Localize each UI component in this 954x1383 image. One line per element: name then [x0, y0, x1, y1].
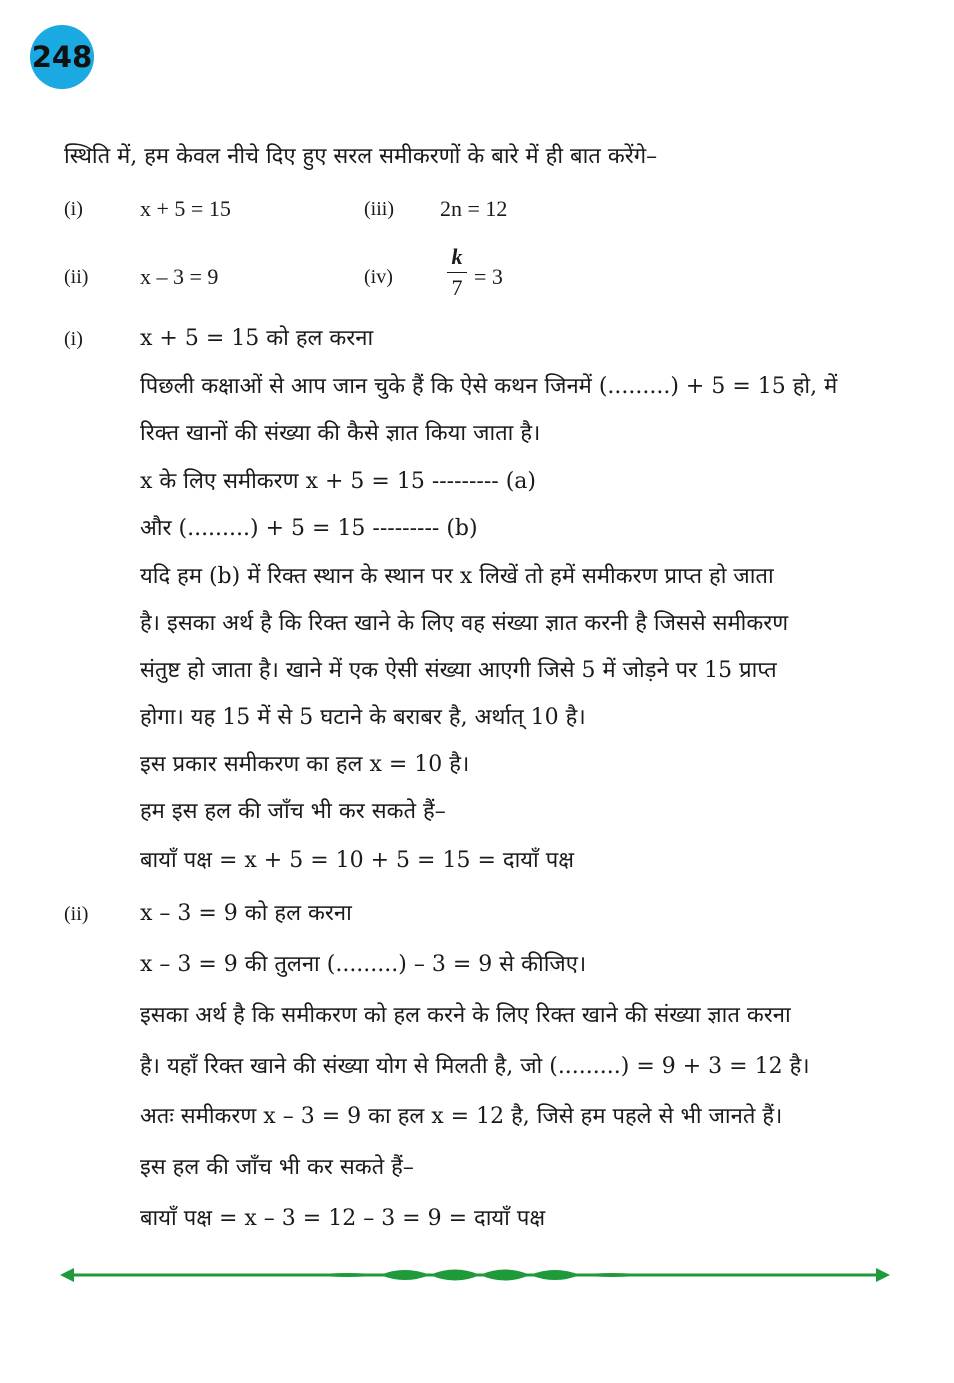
- fraction-bar: [447, 272, 467, 273]
- fraction: [447, 244, 467, 301]
- fraction-denominator: 7: [451, 275, 463, 300]
- section-label: (ii): [64, 903, 89, 925]
- paragraph-line: इस हल की जाँच भी कर सकते हैं–: [140, 1155, 414, 1180]
- fraction-numerator: k: [451, 244, 463, 269]
- paragraph-line: बायाँ पक्ष = x + 5 = 10 + 5 = 15 = दायाँ पक्ष: [140, 848, 574, 873]
- paragraph-line: है। इसका अर्थ है कि रिक्त खाने के लिए वह संख्या ज्ञात करनी है जिससे समीकरण: [140, 611, 789, 636]
- decorative-divider: [60, 1262, 890, 1288]
- section-label: (i): [64, 328, 83, 350]
- paragraph-line: x – 3 = 9 की तुलना (.........) – 3 = 9 से कीजिए।: [140, 952, 587, 977]
- paragraph-line: और (.........) + 5 = 15 --------- (b): [140, 516, 478, 541]
- paragraph-line: पिछली कक्षाओं से आप जान चुके हैं कि ऐसे कथन जिनमें (.........) + 5 = 15 हो, में: [140, 374, 838, 399]
- equation-label: (ii): [64, 266, 89, 288]
- paragraph-line: बायाँ पक्ष = x – 3 = 12 – 3 = 9 = दायाँ पक्ष: [140, 1206, 546, 1231]
- equation: 2n = 12: [440, 196, 508, 221]
- page-number-badge: [30, 25, 94, 89]
- equation-label: (iii): [364, 198, 394, 220]
- paragraph-line: है। यहाँ रिक्त खाने की संख्या योग से मिलती है, जो (.........) = 9 + 3 = 12 है।: [140, 1054, 810, 1079]
- equation-rhs: = 3: [474, 264, 503, 289]
- intro-text: स्थिति में, हम केवल नीचे दिए हुए सरल समीकरणों के बारे में ही बात करेंगे–: [64, 144, 658, 169]
- paragraph-line: संतुष्ट हो जाता है। खाने में एक ऐसी संख्या आएगी जिसे 5 में जोड़ने पर 15 प्राप्त: [140, 658, 777, 683]
- section-heading: x + 5 = 15 को हल करना: [140, 326, 374, 351]
- paragraph-line: अतः समीकरण x – 3 = 9 का हल x = 12 है, जिसे हम पहले से भी जानते हैं।: [140, 1104, 783, 1129]
- equation-label: (i): [64, 198, 83, 220]
- equation-label: (iv): [364, 266, 393, 288]
- paragraph-line: रिक्त खानों की संख्या की कैसे ज्ञात किया जाता है।: [140, 421, 541, 446]
- page-number: 248: [31, 40, 93, 74]
- paragraph-line: हम इस हल की जाँच भी कर सकते हैं–: [140, 799, 446, 824]
- section-heading: x – 3 = 9 को हल करना: [140, 901, 352, 926]
- paragraph-line: इसका अर्थ है कि समीकरण को हल करने के लिए रिक्त खाने की संख्या ज्ञात करना: [140, 1003, 791, 1028]
- paragraph-line: यदि हम (b) में रिक्त स्थान के स्थान पर x लिखें तो हमें समीकरण प्राप्त हो जाता: [140, 564, 774, 589]
- equation: x + 5 = 15: [140, 196, 231, 221]
- paragraph-line: x के लिए समीकरण x + 5 = 15 --------- (a): [140, 469, 536, 494]
- paragraph-line: होगा। यह 15 में से 5 घटाने के बराबर है, अर्थात् 10 है।: [140, 705, 586, 730]
- equation: x – 3 = 9: [140, 264, 219, 289]
- paragraph-line: इस प्रकार समीकरण का हल x = 10 है।: [140, 752, 470, 777]
